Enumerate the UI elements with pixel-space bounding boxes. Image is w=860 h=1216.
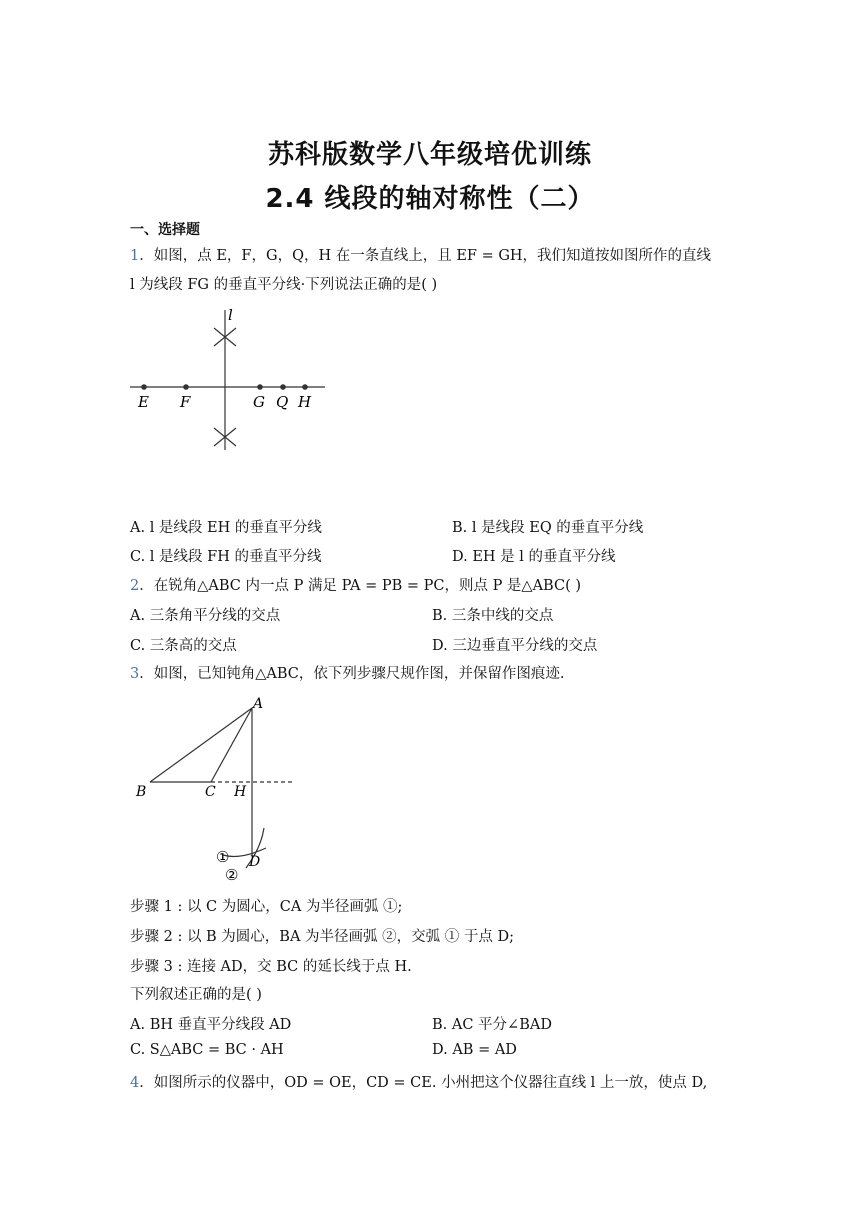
point-f [183,384,189,390]
q3-step-2: 步骤 2 : 以 B 为圆心，BA 为半径画弧 ②，交弧 ① 于点 D; [130,929,514,945]
question-4-line-1 [130,1071,707,1092]
label-arc-1: ① [216,848,230,866]
q2-option-a: A. 三条角平分线的交点 [130,608,281,624]
q3-option-d: D. AB = AD [432,1042,517,1058]
label-d: D [249,854,261,870]
question-1-line-1 [130,244,711,265]
q1-option-c: C. l 是线段 FH 的垂直平分线 [130,549,322,565]
document-title: 苏科版数学八年级培优训练 [267,140,592,170]
q3-step-1: 步骤 1 : 以 C 为圆心，CA 为半径画弧 ①; [130,899,403,915]
figure-perpendicular-bisector [128,300,338,460]
point-e [141,384,147,390]
document-subtitle: 2.4 线段的轴对称性（二） [265,184,595,214]
q2-option-d: D. 三边垂直平分线的交点 [432,638,598,654]
label-g: G [253,393,265,411]
question-1-line-2: l 为线段 FG 的垂直平分线·下列说法正确的是( ) [130,277,438,293]
label-c: C [205,784,216,800]
q2-option-b: B. 三条中线的交点 [432,608,554,624]
question-2-line-1 [130,574,581,595]
question-text: ．如图所示的仪器中，OD = OE，CD = CE. 小州把这个仪器往直线 l 上一放，使点 D, [139,1075,708,1091]
point-g [257,384,263,390]
label-b: B [136,784,147,800]
q3-option-c: C. S△ABC = BC · AH [130,1042,284,1058]
label-h: H [234,784,247,800]
q3-step-3: 步骤 3 : 连接 AD，交 BC 的延长线于点 H. [130,959,412,975]
label-l: l [228,306,233,324]
question-text: ．如图，点 E，F，G，Q，H 在一条直线上，且 EF = GH，我们知道按如图所作的直线 [139,248,712,264]
q3-option-a: A. BH 垂直平分线段 AD [130,1017,292,1033]
label-q: Q [276,393,289,411]
question-number: 2 [130,578,140,594]
label-a: A [253,696,264,712]
question-text: ．在锐角△ABC 内一点 P 满足 PA = PB = PC，则点 P 是△ABC( ) [139,578,582,594]
label-h: H [298,393,312,411]
figure-obtuse-triangle [128,688,308,888]
q1-option-b: B. l 是线段 EQ 的垂直平分线 [452,520,644,536]
q3-option-b: B. AC 平分∠BAD [432,1017,552,1033]
section-heading: 一、选择题 [130,222,200,238]
label-arc-2: ② [225,866,239,884]
q2-option-c: C. 三条高的交点 [130,638,237,654]
q1-option-a: A. l 是线段 EH 的垂直平分线 [130,520,322,536]
q3-prompt: 下列叙述正确的是( ) [130,987,262,1003]
point-h [302,384,308,390]
question-number: 1 [130,248,140,264]
question-number: 3 [130,666,140,682]
question-3-line-1 [130,662,564,683]
label-f: F [180,393,191,411]
label-e: E [138,393,149,411]
question-text: ．如图，已知钝角△ABC，依下列步骤尺规作图，并保留作图痕迹. [139,666,565,682]
question-number: 4 [130,1075,140,1091]
point-q [280,384,286,390]
q1-option-d: D. EH 是 l 的垂直平分线 [452,549,616,565]
